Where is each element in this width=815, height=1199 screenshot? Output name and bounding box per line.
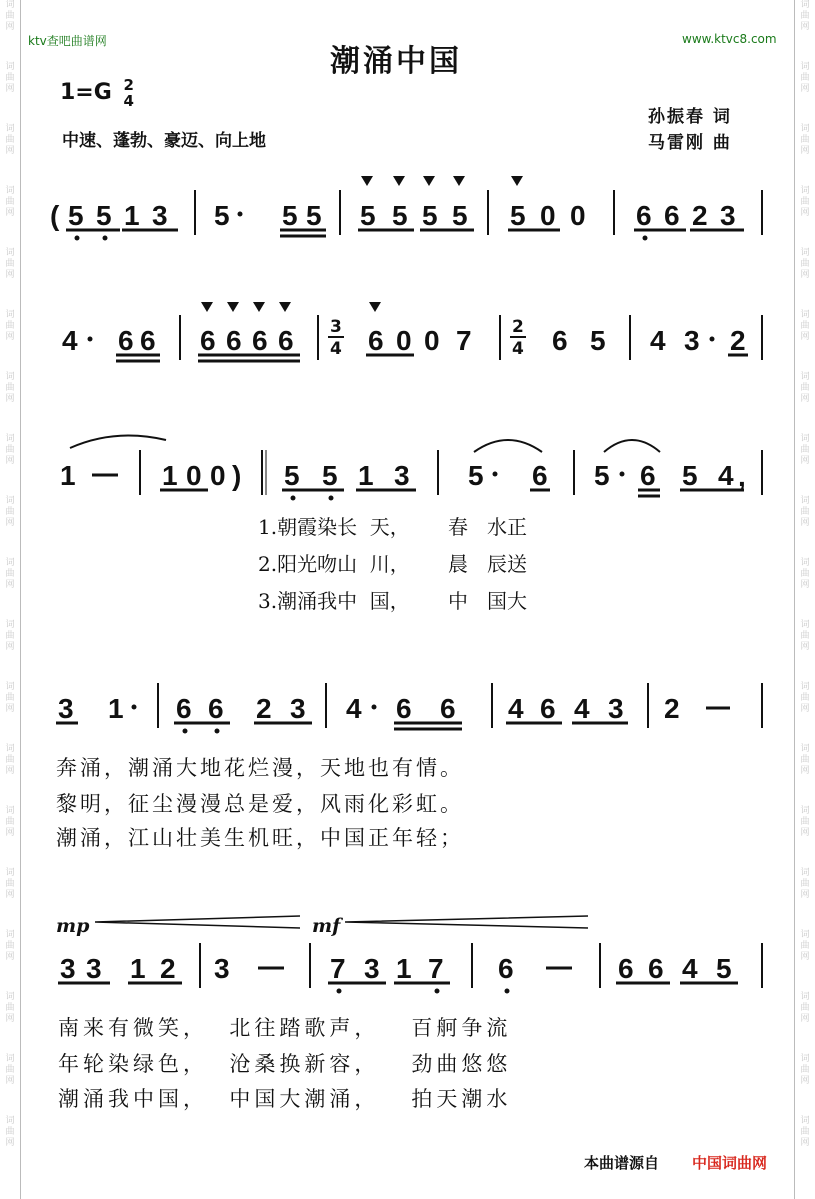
verse-1-line-2: 奔涌，潮涌大地花烂漫，天地也有情。 xyxy=(56,756,464,780)
svg-text:5: 5 xyxy=(452,200,468,231)
crescendo-hairpin-2 xyxy=(345,916,588,928)
svg-text:3: 3 xyxy=(214,953,230,984)
svg-text:7: 7 xyxy=(428,953,444,984)
watermark-text: 词 曲 网 xyxy=(5,806,15,838)
verse-1-line-1: 1.朝霞染长 天， 春 水正 xyxy=(258,515,528,539)
svg-text:2: 2 xyxy=(692,200,708,231)
svg-text:1: 1 xyxy=(162,460,178,491)
svg-text:1: 1 xyxy=(358,460,374,491)
svg-text:5: 5 xyxy=(510,200,526,231)
svg-text:0: 0 xyxy=(540,200,556,231)
svg-text:(: ( xyxy=(50,200,60,231)
svg-text:4: 4 xyxy=(62,325,78,356)
verse-2-line-3: 年轮染绿色， 沧桑换新容， 劲曲悠悠 xyxy=(58,1052,512,1076)
watermark-text: 词 曲 网 xyxy=(5,372,15,404)
watermark-text: 词 曲 网 xyxy=(800,310,810,342)
tempo-marking: 中速、蓬勃、豪迈、向上地 xyxy=(62,131,266,151)
svg-text:4: 4 xyxy=(346,693,362,724)
svg-text:6: 6 xyxy=(226,325,242,356)
svg-text:1: 1 xyxy=(60,460,76,491)
svg-text:5: 5 xyxy=(360,200,376,231)
watermark-text: 词 曲 网 xyxy=(5,124,15,156)
svg-text:4: 4 xyxy=(508,693,524,724)
svg-text:2: 2 xyxy=(730,325,746,356)
watermark-text: 词 曲 网 xyxy=(800,930,810,962)
svg-text:1: 1 xyxy=(396,953,412,984)
watermark-text: 词 曲 网 xyxy=(800,558,810,590)
svg-text:6: 6 xyxy=(368,325,384,356)
svg-text:5: 5 xyxy=(716,953,732,984)
svg-text:5: 5 xyxy=(68,200,84,231)
svg-text:5: 5 xyxy=(322,460,338,491)
footer-source-label: 本曲谱源自 xyxy=(584,1154,660,1172)
svg-text:6: 6 xyxy=(532,460,548,491)
svg-text:5: 5 xyxy=(468,460,484,491)
svg-text:3: 3 xyxy=(60,953,76,984)
svg-text:5: 5 xyxy=(214,200,230,231)
watermark-text: 词 曲 网 xyxy=(5,1054,15,1086)
svg-text:6: 6 xyxy=(200,325,216,356)
svg-text:6: 6 xyxy=(208,693,224,724)
svg-text:6: 6 xyxy=(664,200,680,231)
svg-text:0: 0 xyxy=(396,325,412,356)
dynamic-mf: mf xyxy=(312,915,341,937)
svg-text:4: 4 xyxy=(718,460,734,491)
svg-text:6: 6 xyxy=(396,693,412,724)
svg-text:3: 3 xyxy=(58,693,74,724)
watermark-text: 词 曲 网 xyxy=(800,124,810,156)
svg-text:2: 2 xyxy=(160,953,176,984)
svg-text:5: 5 xyxy=(392,200,408,231)
watermark-text: 词 曲 网 xyxy=(5,558,15,590)
watermark-text: 词 曲 网 xyxy=(800,372,810,404)
svg-text:5: 5 xyxy=(594,460,610,491)
svg-text:2: 2 xyxy=(256,693,272,724)
watermark-text: 词 曲 网 xyxy=(800,744,810,776)
score-row-2 xyxy=(62,302,762,361)
watermark-text: 词 曲 网 xyxy=(5,1116,15,1148)
svg-text:1: 1 xyxy=(130,953,146,984)
watermark-text: 词 曲 网 xyxy=(800,682,810,714)
svg-text:3: 3 xyxy=(720,200,736,231)
svg-text:6: 6 xyxy=(640,460,656,491)
svg-text:6: 6 xyxy=(552,325,568,356)
watermark-text: 词 曲 网 xyxy=(5,62,15,94)
watermark-text: 词 曲 网 xyxy=(800,434,810,466)
key-label: 1=G xyxy=(60,80,112,105)
svg-text:0: 0 xyxy=(570,200,586,231)
svg-text:3: 3 xyxy=(394,460,410,491)
svg-text:5: 5 xyxy=(284,460,300,491)
watermark-text: 词 曲 网 xyxy=(5,496,15,528)
svg-text:6: 6 xyxy=(498,953,514,984)
watermark-text: 词 曲 网 xyxy=(5,248,15,280)
watermark-text: 词 曲 网 xyxy=(800,62,810,94)
watermark-text: 词 曲 网 xyxy=(5,744,15,776)
svg-text:4: 4 xyxy=(574,693,590,724)
svg-text:,: , xyxy=(738,461,746,492)
svg-text:6: 6 xyxy=(140,325,156,356)
watermark-text: 词 曲 网 xyxy=(800,248,810,280)
watermark-text: 词 曲 网 xyxy=(5,620,15,652)
svg-text:5: 5 xyxy=(306,200,322,231)
verse-1-line-3: 南来有微笑， 北往踏歌声， 百舸争流 xyxy=(58,1016,512,1040)
svg-text:3: 3 xyxy=(684,325,700,356)
svg-text:6: 6 xyxy=(648,953,664,984)
svg-text:5: 5 xyxy=(682,460,698,491)
svg-text:4: 4 xyxy=(650,325,666,356)
svg-text:6: 6 xyxy=(618,953,634,984)
song-title: 潮涌中国 xyxy=(330,44,462,79)
watermark-text: 词 曲 网 xyxy=(800,620,810,652)
svg-text:2: 2 xyxy=(664,693,680,724)
svg-text:6: 6 xyxy=(252,325,268,356)
svg-text:5: 5 xyxy=(590,325,606,356)
score-row-5 xyxy=(58,916,762,994)
watermark-text: 词 曲 网 xyxy=(5,186,15,218)
svg-text:4: 4 xyxy=(330,339,342,359)
watermark-text: 词 曲 网 xyxy=(5,930,15,962)
footer-source-link[interactable]: 中国词曲网 xyxy=(692,1154,768,1172)
header-right-link[interactable]: www.ktvc8.com xyxy=(682,32,777,46)
watermark-text: 词 曲 网 xyxy=(5,868,15,900)
watermark-text: 词 曲 网 xyxy=(800,1116,810,1148)
svg-text:0: 0 xyxy=(424,325,440,356)
svg-text:0: 0 xyxy=(186,460,202,491)
verse-2-line-1: 2.阳光吻山 川， 晨 辰送 xyxy=(258,552,528,576)
score-row-4 xyxy=(56,683,762,734)
svg-text:7: 7 xyxy=(456,325,472,356)
svg-text:1: 1 xyxy=(124,200,140,231)
watermark-text: 词 曲 网 xyxy=(5,0,15,32)
watermark-text: 词 曲 网 xyxy=(800,0,810,32)
dynamic-mp: mp xyxy=(56,915,90,937)
lyricist-credit: 孙振春 词 xyxy=(648,107,732,127)
watermark-text: 词 曲 网 xyxy=(800,806,810,838)
watermark-text: 词 曲 网 xyxy=(5,310,15,342)
svg-text:3: 3 xyxy=(364,953,380,984)
svg-text:3: 3 xyxy=(290,693,306,724)
watermark-text: 词 曲 网 xyxy=(5,682,15,714)
svg-text:6: 6 xyxy=(278,325,294,356)
svg-text:7: 7 xyxy=(330,953,346,984)
meter-bottom: 4 xyxy=(123,92,134,110)
svg-text:0: 0 xyxy=(210,460,226,491)
crescendo-hairpin-1 xyxy=(95,916,300,928)
watermark-text: 词 曲 网 xyxy=(800,868,810,900)
svg-text:6: 6 xyxy=(440,693,456,724)
svg-text:6: 6 xyxy=(636,200,652,231)
watermark-text: 词 曲 网 xyxy=(800,992,810,1024)
watermark-text: 词 曲 网 xyxy=(5,992,15,1024)
svg-text:1: 1 xyxy=(108,693,124,724)
svg-text:2: 2 xyxy=(512,317,524,337)
svg-text:3: 3 xyxy=(152,200,168,231)
watermark-text: 词 曲 网 xyxy=(800,496,810,528)
svg-text:6: 6 xyxy=(118,325,134,356)
watermark-text: 词 曲 网 xyxy=(5,434,15,466)
verse-3-line-2: 潮涌，江山壮美生机旺，中国正年轻； xyxy=(56,826,464,850)
svg-text:5: 5 xyxy=(96,200,112,231)
composer-credit: 马雷刚 曲 xyxy=(648,133,732,153)
svg-text:5: 5 xyxy=(282,200,298,231)
score-row-3 xyxy=(60,436,762,501)
header-left-link[interactable]: ktv查吧曲谱网 xyxy=(28,34,107,48)
verse-2-line-2: 黎明，征尘漫漫总是爱，风雨化彩虹。 xyxy=(56,792,464,816)
svg-text:5: 5 xyxy=(422,200,438,231)
svg-text:4: 4 xyxy=(682,953,698,984)
verse-3-line-3: 潮涌我中国， 中国大潮涌， 拍天潮水 xyxy=(58,1087,512,1111)
watermark-text: 词 曲 网 xyxy=(800,1054,810,1086)
watermark-text: 词 曲 网 xyxy=(800,186,810,218)
svg-text:3: 3 xyxy=(86,953,102,984)
score-row-1 xyxy=(50,176,762,241)
verse-3-line-1: 3.潮涌我中 国， 中 国大 xyxy=(258,589,528,613)
svg-text:6: 6 xyxy=(540,693,556,724)
meter-top: 2 xyxy=(123,76,134,94)
svg-text:4: 4 xyxy=(512,339,524,359)
svg-text:): ) xyxy=(232,460,242,491)
svg-text:6: 6 xyxy=(176,693,192,724)
svg-text:3: 3 xyxy=(330,317,342,337)
svg-text:3: 3 xyxy=(608,693,624,724)
